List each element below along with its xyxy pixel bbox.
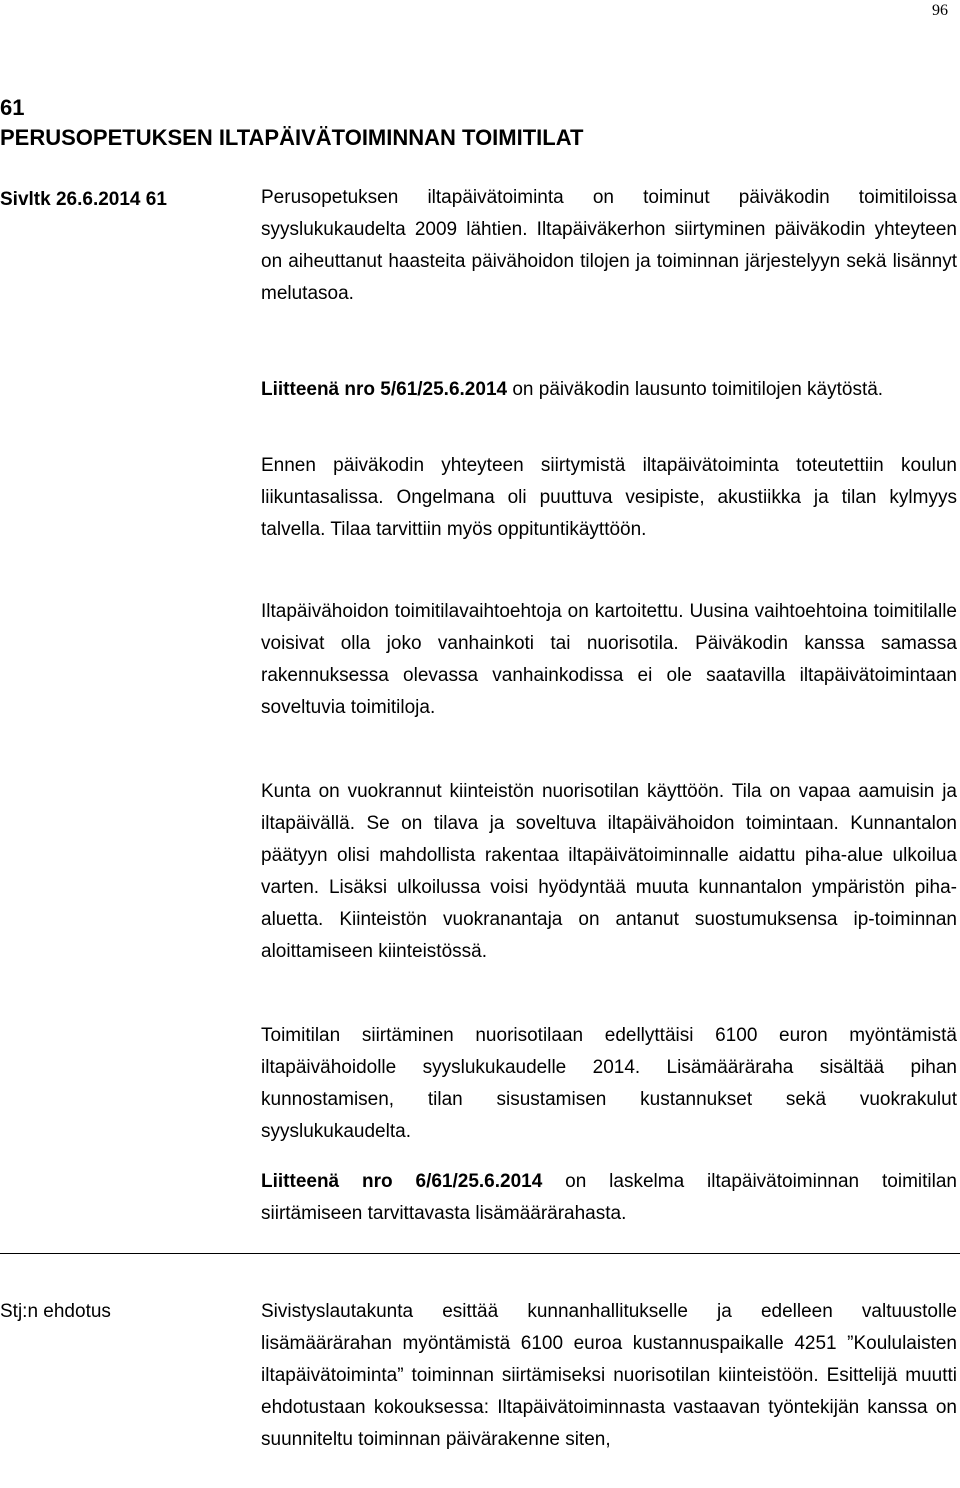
body-paragraph-2 [261, 450, 957, 546]
meeting-reference: Sivltk 26.6.2014 61 [0, 189, 167, 210]
page-number: 96 [932, 2, 948, 19]
paragraph-text: Iltapäivähoidon toimitilavaihtoehtoja on kartoitettu. Uusina vaihtoehtoina toimitilalle voisivat olla joko vanhainkoti tai nuorisotila. Päiväkodin kanssa samassa rakennuksessa olevassa vanhainkodissa ei ole saatavilla iltapäivätoimintaan soveltuvia toimitiloja. [261, 601, 957, 718]
body-paragraph-5 [261, 1020, 957, 1148]
body-paragraph-4 [261, 776, 957, 968]
paragraph-text: Perusopetuksen iltapäivätoiminta on toiminut päiväkodin toimitiloissa syyslukukaudelta 2009 lähtien. Iltapäiväkerhon siirtyminen päiväkodin yhteyteen on aiheuttanut haasteita päivähoidon tilojen ja toiminnan järjestelyyn sekä lisännyt melutasoa. [261, 187, 957, 304]
attachment-note-2 [261, 1166, 957, 1230]
attachment-text: on päiväkodin lausunto toimitilojen käytöstä. [507, 379, 884, 400]
proposal-label: Stj:n ehdotus [0, 1301, 111, 1322]
section-divider [0, 1253, 960, 1254]
attachment-text: on laskelma iltapäivätoiminnan toimitilan siirtämiseen tarvittavasta lisämäärärahasta. [261, 1171, 957, 1224]
attachment-label: Liitteenä nro 5/61/25.6.2014 [261, 379, 508, 400]
attachment-note-1 [261, 374, 957, 406]
body-paragraph-3 [261, 596, 957, 724]
proposal-text [261, 1296, 957, 1456]
body-paragraph-1 [261, 182, 957, 310]
section-number: 61 [0, 95, 25, 120]
paragraph-text: Sivistyslautakunta esittää kunnanhallitukselle ja edelleen valtuustolle lisämäärärahan myöntämistä 6100 euroa kustannuspaikalle 4251 ”Koululaisten iltapäivätoiminta” toiminnan siirtämiseksi nuorisotilan kiinteistöön. Esittelijä muutti ehdotustaan kokouksessa: Iltapäivätoiminnasta vastaavan työntekijän kanssa on suunniteltu toiminnan päivärakenne siten, [261, 1301, 957, 1450]
attachment-label: Liitteenä nro 6/61/25.6.2014 [261, 1171, 543, 1192]
section-title: PERUSOPETUKSEN ILTAPÄIVÄTOIMINNAN TOIMITILAT [0, 125, 584, 150]
paragraph-text: Ennen päiväkodin yhteyteen siirtymistä iltapäivätoiminta toteutettiin koulun liikuntasalissa. Ongelmana oli puuttuva vesipiste, akustiikka ja tilan kylmyys talvella. Tilaa tarvittiin myös oppituntikäyttöön. [261, 455, 957, 540]
paragraph-text: Toimitilan siirtäminen nuorisotilaan edellyttäisi 6100 euron myöntämistä iltapäivähoidolle syyslukukaudelle 2014. Lisämääräraha sisältää pihan kunnostamisen, tilan sisustamisen kustannukset sekä vuokrakulut syyslukukaudelta. [261, 1025, 957, 1142]
paragraph-text: Kunta on vuokrannut kiinteistön nuorisotilan käyttöön. Tila on vapaa aamuisin ja iltapäivällä. Se on tilava ja soveltuva iltapäivähoidon toimintaan. Kunnantalon päätyyn olisi mahdollista rakentaa iltapäivätoiminnalle aidattu piha-alue ulkoilua varten. Lisäksi ulkoilussa voisi hyödyntää muuta kunnantalon ympäristön piha-aluetta. Kiinteistön vuokranantaja on antanut suostumuksensa ip-toiminnan aloittamiseen kiinteistössä. [261, 781, 957, 962]
